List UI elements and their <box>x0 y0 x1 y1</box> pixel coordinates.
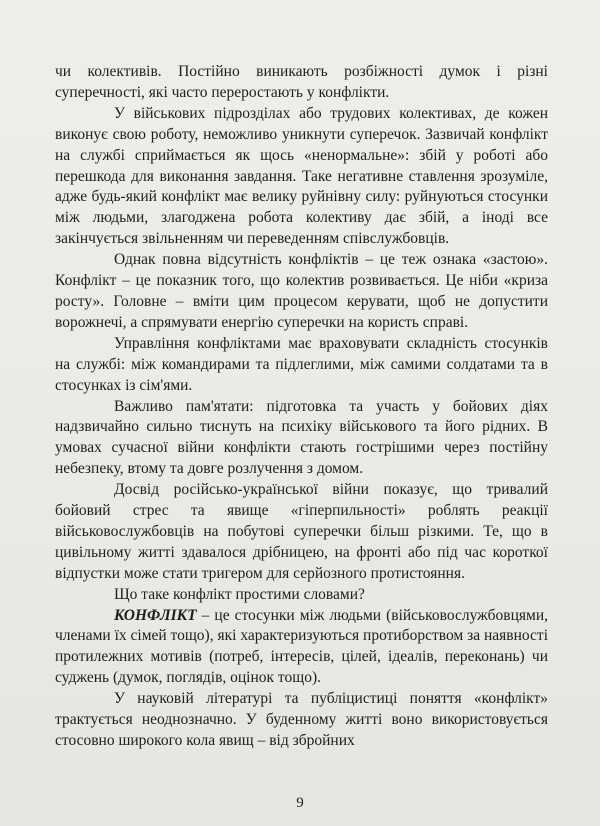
definition-text: – це стосунки між людьми (військовослужбовцями, членами їх сімей тощо), які характеризуються протиборством за наявності протилежних мотивів (потреб, інтересів, цілей, ідеалів, переконань) чи суджень (думок, поглядів, оцінок тощо). <box>55 606 548 687</box>
paragraph-combat-stress: Важливо пам'ятати: підготовка та участь у бойових діях надзвичайно сильно тиснуть на психіку військового та його рідних. В умовах сучасної війни конфлікти стають гострішими через постійну небезпеку, втому та довге розлучення з домом. <box>55 397 548 478</box>
paragraph-continuation: чи колективів. Постійно виникають розбіжності думок і різні суперечності, які часто переростають у конфлікти. <box>55 63 548 101</box>
paragraph-war-experience: Досвід російсько-української війни показує, що тривалий бойовий стрес та явище «гіперпильності» роблять реакції військовослужбовців на побутові суперечки більш різкими. Те, що в цивільному житті здавалося дрібницею, на фронті або під час короткої відпустки може стати тригером для серйозного протистояння. <box>55 481 548 582</box>
paragraph-scientific-literature: У науковій літературі та публіцистиці поняття «конфлікт» трактується неоднозначно. У буденному житті воно використовується стосовно широкого кола явищ – від збройних <box>55 690 548 749</box>
page-number: 9 <box>296 795 304 811</box>
paragraph-question: Що таке конфлікт простими словами? <box>114 585 365 603</box>
paragraph-definition <box>55 606 548 690</box>
body-text <box>55 62 548 752</box>
paragraph-stagnation: Однак повна відсутність конфліктів – це теж ознака «застою». Конфлікт – це показник того, що колектив розвивається. Це ніби «криза росту». Головне – вміти цим процесом керувати, щоб не допустити ворожнечі, а спрямувати енергію суперечки на користь справі. <box>55 251 548 331</box>
paragraph-management: Управління конфліктами має враховувати складність стосунків на службі: між командирами та підлеглими, між самими солдатами та в стосунках із сім'ями. <box>55 334 548 394</box>
definition-term: КОНФЛІКТ <box>114 606 197 624</box>
paragraph-military-units: У військових підрозділах або трудових колективах, де кожен виконує свою роботу, неможливо уникнути суперечок. Зазвичай конфлікт на службі сприймається як щось «ненормальне»: збій у роботі або перешкода для виконання завдання. Таке негативне ставлення зрозуміле, адже будь-який конфлікт має велику руйнівну силу: руйнуються стосунки між людьми, злагоджена робота колективу дає збій, а іноді все закінчується звільненням чи переведенням співслужбовців. <box>55 104 548 248</box>
